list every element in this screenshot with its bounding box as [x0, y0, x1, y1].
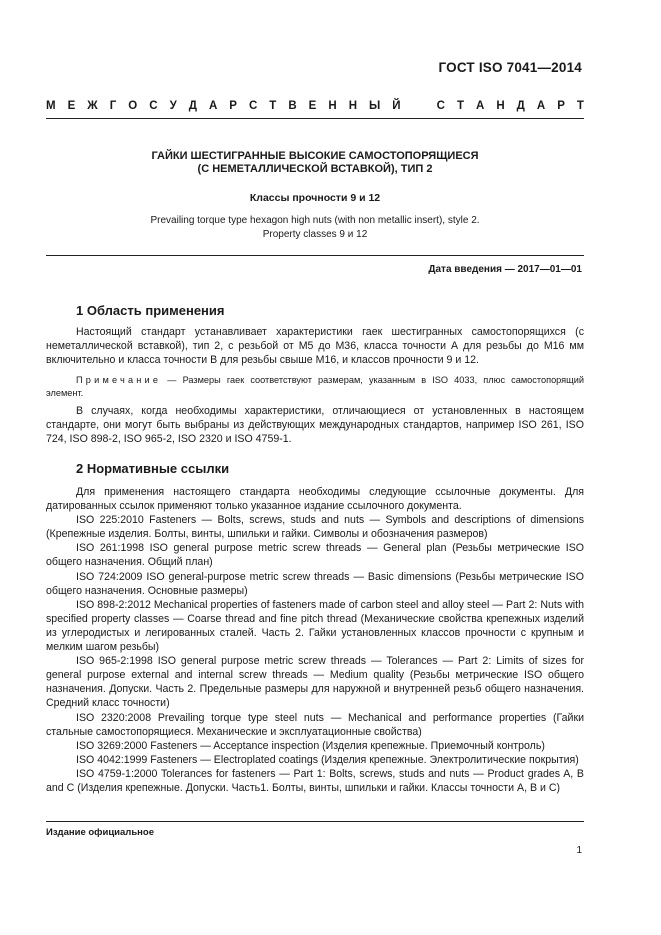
interstate-standard-banner [46, 100, 584, 112]
english-title-line-1: Prevailing torque type hexagon high nuts (with non metallic insert), style 2. [150, 215, 480, 226]
page-number: 1 [576, 845, 582, 856]
banner-letter: С [149, 100, 158, 112]
banner-letter: Д [516, 100, 525, 112]
section-1-note [46, 374, 584, 400]
banner-letter: Е [67, 100, 76, 112]
banner-letter: А [208, 100, 218, 112]
section-1-paragraph-2: В случаях, когда необходимы характеристики, отличающиеся от установленных в настоящем стандарте, они могут быть выбраны из действующих международных стандартов, например ISO 261, ISO 724, ISO 898-2, ISO 965-2, ISO 2320 и ISO 4759-1. [46, 405, 584, 446]
references-intro: Для применения настоящего стандарта необходимы следующие ссылочные документы. Для датированных ссылок применяют только указанное издание ссылочного документа. [46, 486, 584, 513]
banner-letter: М [46, 100, 56, 112]
document-number: ГОСТ ISO 7041—2014 [438, 60, 582, 75]
section-1-paragraph-1: Настоящий стандарт устанавливает характеристики гаек шестигранных самостопорящихся (с неметаллической вставкой), тип 2, с резьбой от М5 до М36, класса точности А для резьбы до М16 мм включительно и класса точности В для резьбы свыше М16, и классов прочности 9 и 12. [46, 326, 584, 367]
english-title-line-2: Property classes 9 и 12 [262, 229, 368, 240]
banner-letter: С [248, 100, 258, 112]
header-rule [46, 118, 584, 119]
banner-letter: Н [496, 100, 505, 112]
banner-letter: О [128, 100, 138, 112]
note-label: Примечание [76, 375, 162, 385]
banner-letter: У [169, 100, 177, 112]
reference-item: ISO 261:1998 ISO general purpose metric screw threads — General plan (Резьбы метрические ISO общего назначения. Общий план) [46, 542, 584, 569]
section-2-heading: 2 Нормативные ссылки [76, 461, 230, 476]
title-line-2: (С НЕМЕТАЛЛИЧЕСКОЙ ВСТАВКОЙ), ТИП 2 [197, 163, 433, 175]
banner-letter: Р [229, 100, 237, 112]
title-rule [46, 255, 584, 256]
banner-letter: Т [269, 100, 277, 112]
reference-item: ISO 225:2010 Fasteners — Bolts, screws, studs and nuts — Symbols and descriptions of dimensions (Крепежные изделия. Болты, винты, шпильки и гайки. Символы и обозначения размеров) [46, 514, 584, 541]
title-subtitle: Классы прочности 9 и 12 [249, 192, 381, 204]
reference-item: ISO 2320:2008 Prevailing torque type steel nuts — Mechanical and performance properties (Гайки стальные самостопорящиеся. Механические и эксплуатационные свойства) [46, 711, 584, 738]
banner-letter: Н [328, 100, 337, 112]
banner-letter: Р [557, 100, 565, 112]
banner-letter: Ж [87, 100, 98, 112]
reference-item: ISO 724:2009 ISO general-purpose metric screw threads — Basic dimensions (Резьбы метрические ISO общего назначения. Основные размеры) [46, 570, 584, 597]
banner-letter: Г [109, 100, 117, 112]
section-1-heading: 1 Область применения [76, 303, 225, 318]
reference-item: ISO 965-2:1998 ISO general purpose metric screw threads — Tolerances — Part 2: Limits of sizes for general purpose external and internal screw threads — Medium quality (Резьбы метрические ISO общего назначения. Допуски. Часть 2. Предельные размеры для наружной и внутренней резьб общего назначения. Средний класс точности) [46, 655, 584, 710]
banner-letter: Д [188, 100, 197, 112]
introduction-date: Дата введения — 2017—01—01 [428, 264, 582, 275]
banner-letter: Н [348, 100, 357, 112]
banner-letter: Й [392, 100, 401, 112]
banner-letter: Ы [369, 100, 381, 112]
footer-rule [46, 821, 584, 822]
banner-letter: В [288, 100, 297, 112]
reference-item: ISO 4759-1:2000 Tolerances for fasteners — Part 1: Bolts, screws, studs and nuts — Product grades A, B and C (Изделия крепежные. Допуски. Часть1. Болты, винты, шпильки и гайки. Классы точности А, В и С) [46, 767, 584, 794]
banner-letter: А [475, 100, 485, 112]
banner-letter: А [536, 100, 546, 112]
banner-letter: С [436, 100, 445, 112]
banner-letter: Е [308, 100, 317, 112]
normative-references [46, 485, 584, 795]
reference-item: ISO 3269:2000 Fasteners — Acceptance inspection (Изделия крепежные. Приемочный контроль) [76, 739, 545, 752]
reference-item: ISO 898-2:2012 Mechanical properties of fasteners made of carbon steel and alloy steel — Part 2: Nuts with specified property classes — Coarse thread and fine pitch thread (Механические свойства крепежных изделий из углеродистых и легированных сталей. Часть 2. Гайки установленных классов прочности с крупным и мелким шагом резьбы) [46, 598, 584, 654]
banner-letter: Т [456, 100, 464, 112]
banner-letter: Т [576, 100, 584, 112]
official-edition-label: Издание официальное [46, 827, 154, 838]
note-text: — Размеры гаек соответствуют размерам, указанным в ISO 4033, плюс самостопорящий элемент. [46, 375, 584, 398]
title-line-1: ГАЙКИ ШЕСТИГРАННЫЕ ВЫСОКИЕ САМОСТОПОРЯЩИЕСЯ [151, 150, 479, 162]
reference-item: ISO 4042:1999 Fasteners — Electroplated coatings (Изделия крепежные. Электролитические покрытия) [76, 753, 579, 766]
